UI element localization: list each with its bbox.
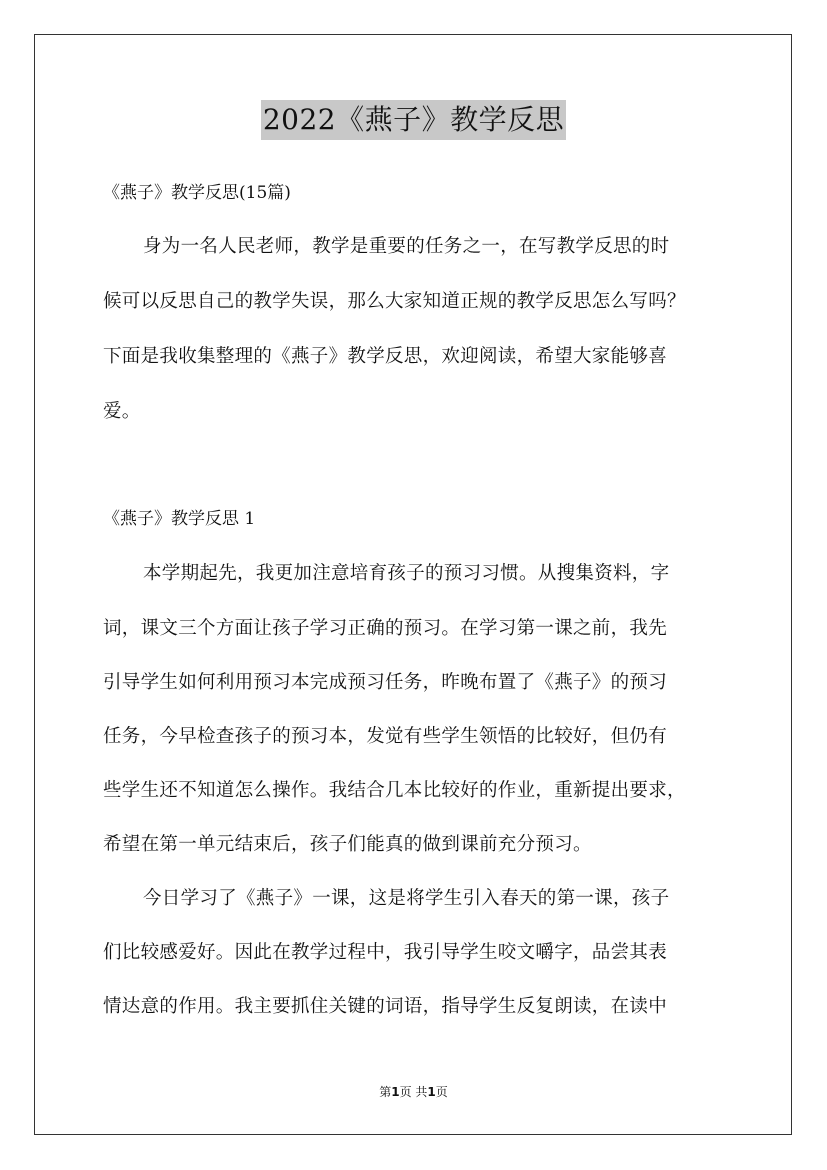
section-heading: 《燕子》教学反思 1 (103, 509, 256, 529)
title-container (0, 100, 827, 140)
footer-page-total: 1 (427, 1085, 436, 1099)
para1-line-2: 词，课文三个方面让孩子学习正确的预习。在学习第一课之前，我先 (103, 618, 668, 639)
para2-line-2: 们比较感爱好。因此在教学过程中，我引导学生咬文嚼字，品尝其表 (103, 942, 668, 963)
intro-line-4: 爱。 (103, 401, 141, 422)
document-subtitle: 《燕子》教学反思(15篇) (103, 183, 291, 203)
para1-line-4: 任务，今早检查孩子的预习本，发觉有些学生领悟的比较好，但仍有 (103, 726, 668, 747)
page-footer (0, 1084, 827, 1100)
para2-line-3: 情达意的作用。我主要抓住关键的词语，指导学生反复朗读，在读中 (103, 996, 668, 1017)
document-title: 2022《燕子》教学反思 (261, 100, 566, 140)
footer-page-mid: 页 共 (399, 1085, 428, 1099)
para1-line-1: 本学期起先，我更加注意培育孩子的预习习惯。从搜集资料，字 (143, 563, 670, 584)
para1-line-5: 些学生还不知道怎么操作。我结合几本比较好的作业，重新提出要求， (103, 780, 686, 801)
para1-line-6: 希望在第一单元结束后，孩子们能真的做到课前充分预习。 (103, 834, 592, 855)
intro-line-1: 身为一名人民老师，教学是重要的任务之一，在写教学反思的时 (143, 236, 670, 257)
para1-line-3: 引导学生如何利用预习本完成预习任务，昨晚布置了《燕子》的预习 (103, 672, 668, 693)
para2-line-1: 今日学习了《燕子》一课，这是将学生引入春天的第一课，孩子 (143, 888, 670, 909)
footer-page-prefix: 第 (379, 1085, 392, 1099)
footer-page-suffix: 页 (435, 1085, 448, 1099)
intro-line-2: 候可以反思自己的教学失误，那么大家知道正规的教学反思怎么写吗？ (103, 291, 686, 312)
intro-line-3: 下面是我收集整理的《燕子》教学反思，欢迎阅读，希望大家能够喜 (103, 346, 668, 367)
footer-page-number: 1 (391, 1085, 400, 1099)
